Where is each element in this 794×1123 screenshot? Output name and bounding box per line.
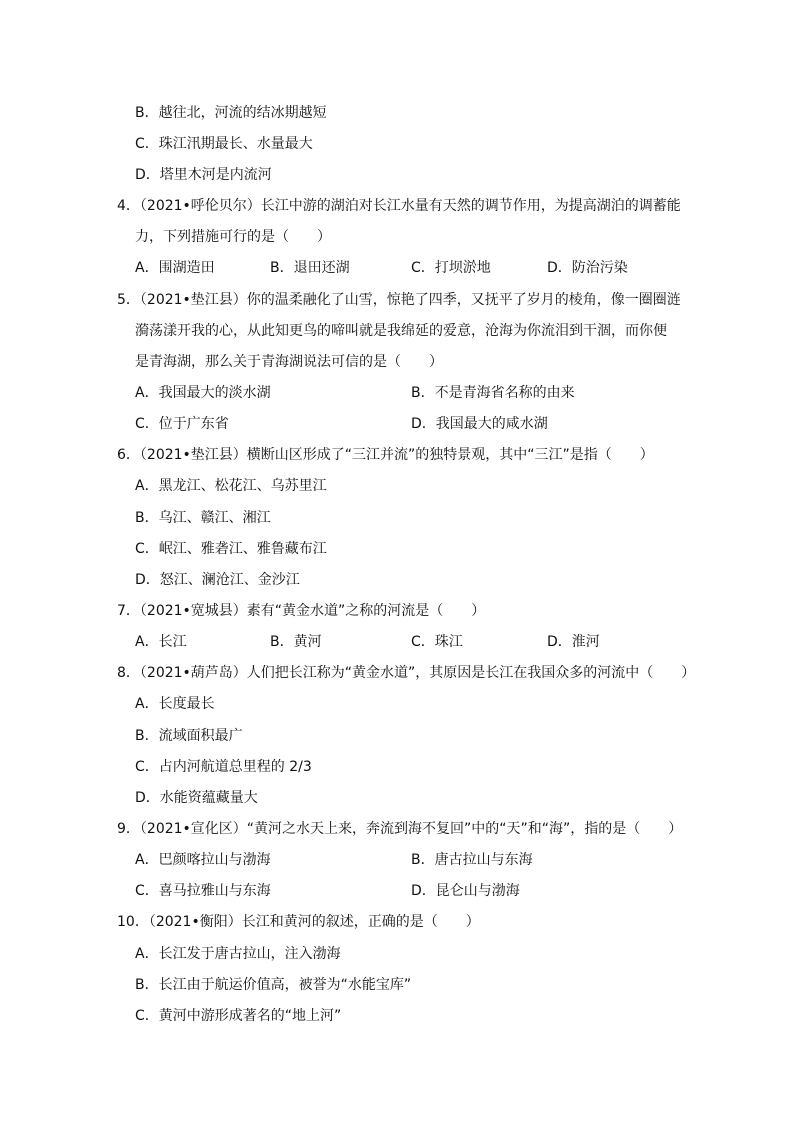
q6-stem: 6．（2021•垫江县）横断山区形成了“三江并流”的独特景观，其中“三江”是指（ ） <box>117 447 654 463</box>
q3-option-d: D．塔里木河是内流河 <box>135 167 272 183</box>
q7-option-b: B．黄河 <box>270 634 322 650</box>
q5-option-b: B．不是青海省名称的由来 <box>411 385 575 401</box>
q9-option-c: C．喜马拉雅山与东海 <box>135 883 271 899</box>
q5-stem-line-1: 5．（2021•垫江县）你的温柔融化了山雪，惊艳了四季，又抚平了岁月的棱角，像一圈圈涟 <box>117 292 681 308</box>
q5-stem-line-3: 是青海湖，那么关于青海湖说法可信的是（ ） <box>135 354 443 370</box>
q8-stem: 8．（2021•葫芦岛）人们把长江称为“黄金水道”，其原因是长江在我国众多的河流中（ ） <box>117 665 696 681</box>
q4-stem-line-1: 4．（2021•呼伦贝尔）长江中游的湖泊对长江水量有天然的调节作用，为提高湖泊的调蓄能 <box>117 198 681 214</box>
q9-option-b: B．唐古拉山与东海 <box>411 852 533 868</box>
q4-option-d: D．防治污染 <box>547 260 628 276</box>
q4-option-b: B．退田还湖 <box>270 260 350 276</box>
q6-option-d: D．怒江、澜沧江、金沙江 <box>135 572 300 588</box>
q8-option-a: A．长度最长 <box>135 696 215 712</box>
q6-option-c: C．岷江、雅砻江、雅鲁藏布江 <box>135 541 327 557</box>
q4-option-c: C．打坝淤地 <box>411 260 491 276</box>
q10-stem: 10．（2021•衡阳）长江和黄河的叙述，正确的是（ ） <box>117 914 480 930</box>
q6-option-b: B．乌江、赣江、湘江 <box>135 510 271 526</box>
q7-option-a: A．长江 <box>135 634 187 650</box>
q5-option-c: C．位于广东省 <box>135 416 229 432</box>
q4-option-a: A．围湖造田 <box>135 260 215 276</box>
q9-option-d: D．昆仑山与渤海 <box>411 883 520 899</box>
q5-option-d: D．我国最大的咸水湖 <box>411 416 548 432</box>
q5-stem-line-2: 漪荡漾开我的心，从此知更鸟的啼叫就是我绵延的爱意，沧海为你流泪到干涸，而你便 <box>135 323 667 339</box>
q7-stem: 7．（2021•宽城县）素有“黄金水道”之称的河流是（ ） <box>117 603 486 619</box>
q9-stem: 9．（2021•宣化区）“黄河之水天上来，奔流到海不复回”中的“天”和“海”，指的是（ ） <box>117 821 683 837</box>
q8-option-c: C．占内河航道总里程的 2/3 <box>135 759 312 775</box>
q4-stem-line-2: 力，下列措施可行的是（ ） <box>135 229 331 245</box>
q10-option-b: B．长江由于航运价值高，被誉为“水能宝库” <box>135 977 412 993</box>
q5-option-a: A．我国最大的淡水湖 <box>135 385 271 401</box>
q9-option-a: A．巴颜喀拉山与渤海 <box>135 852 271 868</box>
q3-option-c: C．珠江汛期最长、水量最大 <box>135 136 313 152</box>
q3-option-b: B．越往北，河流的结冰期越短 <box>135 105 327 121</box>
q7-option-c: C．珠江 <box>411 634 463 650</box>
q10-option-a: A．长江发于唐古拉山，注入渤海 <box>135 946 341 962</box>
q7-option-d: D．淮河 <box>547 634 600 650</box>
q8-option-d: D．水能资蕴藏量大 <box>135 790 258 806</box>
q10-option-c: C．黄河中游形成著名的“地上河” <box>135 1008 342 1024</box>
q6-option-a: A．黑龙江、松花江、乌苏里江 <box>135 478 327 494</box>
q8-option-b: B．流域面积最广 <box>135 728 243 744</box>
